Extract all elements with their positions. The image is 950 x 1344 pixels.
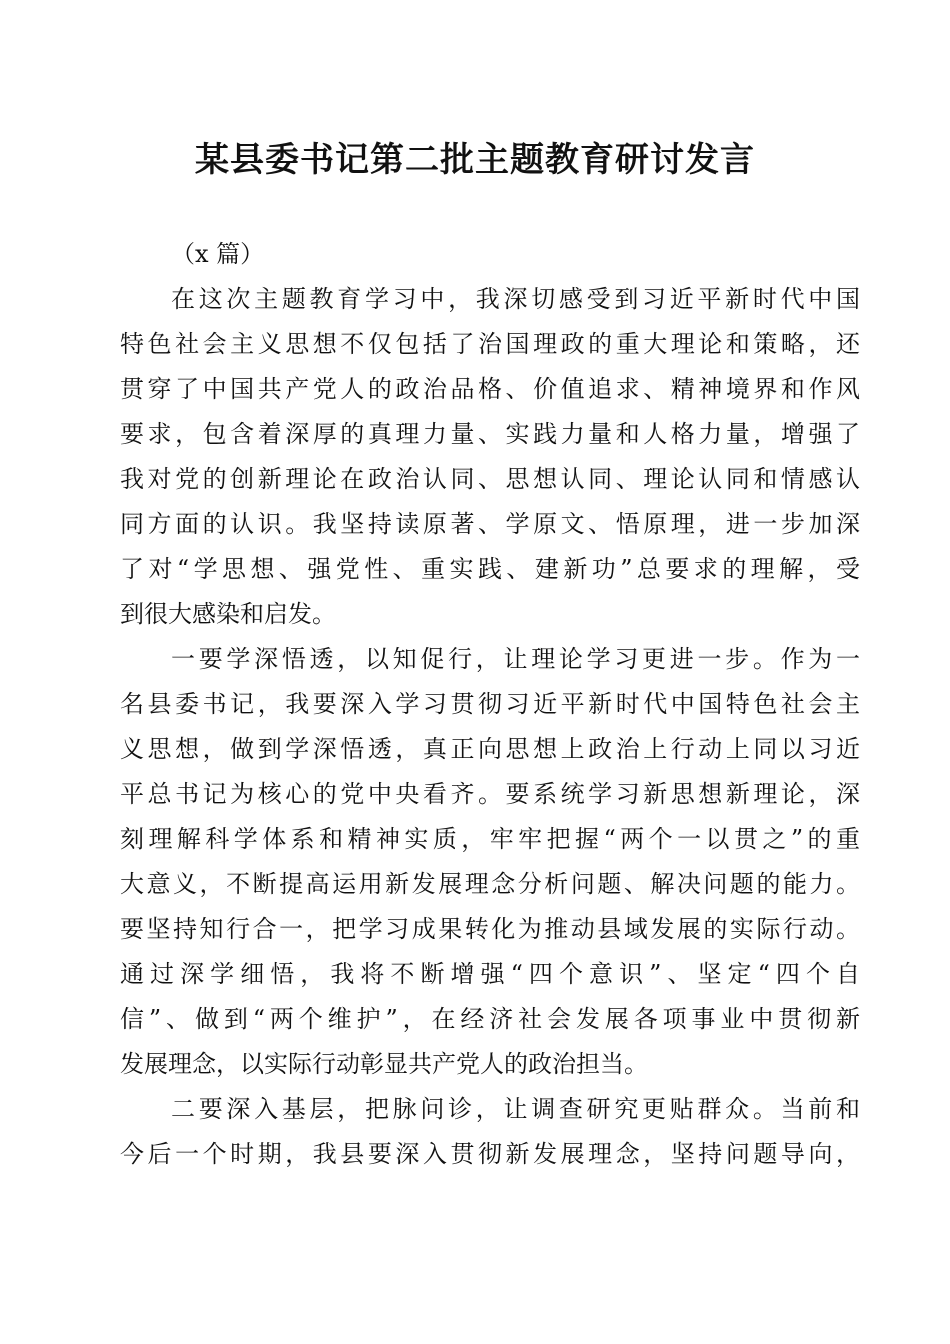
paragraph-line: 要坚持知行合一，把学习成果转化为推动县域发展的实际行动。 bbox=[120, 915, 860, 943]
paragraph-line: 到很大感染和启发。 bbox=[120, 600, 336, 628]
paragraph-line: 平总书记为核心的党中央看齐。要系统学习新思想新理论，深 bbox=[120, 780, 860, 808]
paragraph-line: 贯穿了中国共产党人的政治品格、价值追求、精神境界和作风 bbox=[120, 375, 860, 403]
document-title: 某县委书记第二批主题教育研讨发言 bbox=[195, 140, 755, 180]
paragraph-line: 在这次主题教育学习中，我深切感受到习近平新时代中国 bbox=[171, 285, 860, 313]
paragraph bbox=[120, 637, 860, 1087]
paragraph-line: 要求，包含着深厚的真理力量、实践力量和人格力量，增强了 bbox=[120, 420, 860, 448]
paragraph-line: 我对党的创新理论在政治认同、思想认同、理论认同和情感认 bbox=[120, 465, 860, 493]
paragraph-line: 二要深入基层，把脉问诊，让调查研究更贴群众。当前和 bbox=[171, 1095, 860, 1123]
paragraph-line: 今后一个时期，我县要深入贯彻新发展理念，坚持问题导向， bbox=[120, 1140, 860, 1168]
paragraph bbox=[120, 277, 860, 637]
document-subtitle: （x 篇） bbox=[171, 240, 265, 268]
paragraph bbox=[120, 1087, 860, 1177]
paragraph-line: 了对“学思想、强党性、重实践、建新功”总要求的理解，受 bbox=[120, 555, 860, 583]
paragraph-line: 同方面的认识。我坚持读原著、学原文、悟原理，进一步加深 bbox=[120, 510, 860, 538]
paragraph-line: 一要学深悟透，以知促行，让理论学习更进一步。作为一 bbox=[171, 645, 860, 673]
paragraph-line: 发展理念，以实际行动彰显共产党人的政治担当。 bbox=[120, 1050, 648, 1078]
document-body bbox=[120, 232, 860, 1177]
paragraph-line: 名县委书记，我要深入学习贯彻习近平新时代中国特色社会主 bbox=[120, 690, 860, 718]
paragraph-line: 大意义，不断提高运用新发展理念分析问题、解决问题的能力。 bbox=[120, 870, 860, 898]
paragraph-line: 刻理解科学体系和精神实质，牢牢把握“两个一以贯之”的重 bbox=[120, 825, 860, 853]
paragraph-line: 通过深学细悟，我将不断增强“四个意识”、坚定“四个自 bbox=[120, 960, 860, 988]
paragraph-line: 信”、做到“两个维护”，在经济社会发展各项事业中贯彻新 bbox=[120, 1005, 860, 1033]
paragraph-line: 义思想，做到学深悟透，真正向思想上政治上行动上同以习近 bbox=[120, 735, 860, 763]
paragraph-line: 特色社会主义思想不仅包括了治国理政的重大理论和策略，还 bbox=[120, 330, 860, 358]
paragraph-container bbox=[120, 277, 860, 1177]
